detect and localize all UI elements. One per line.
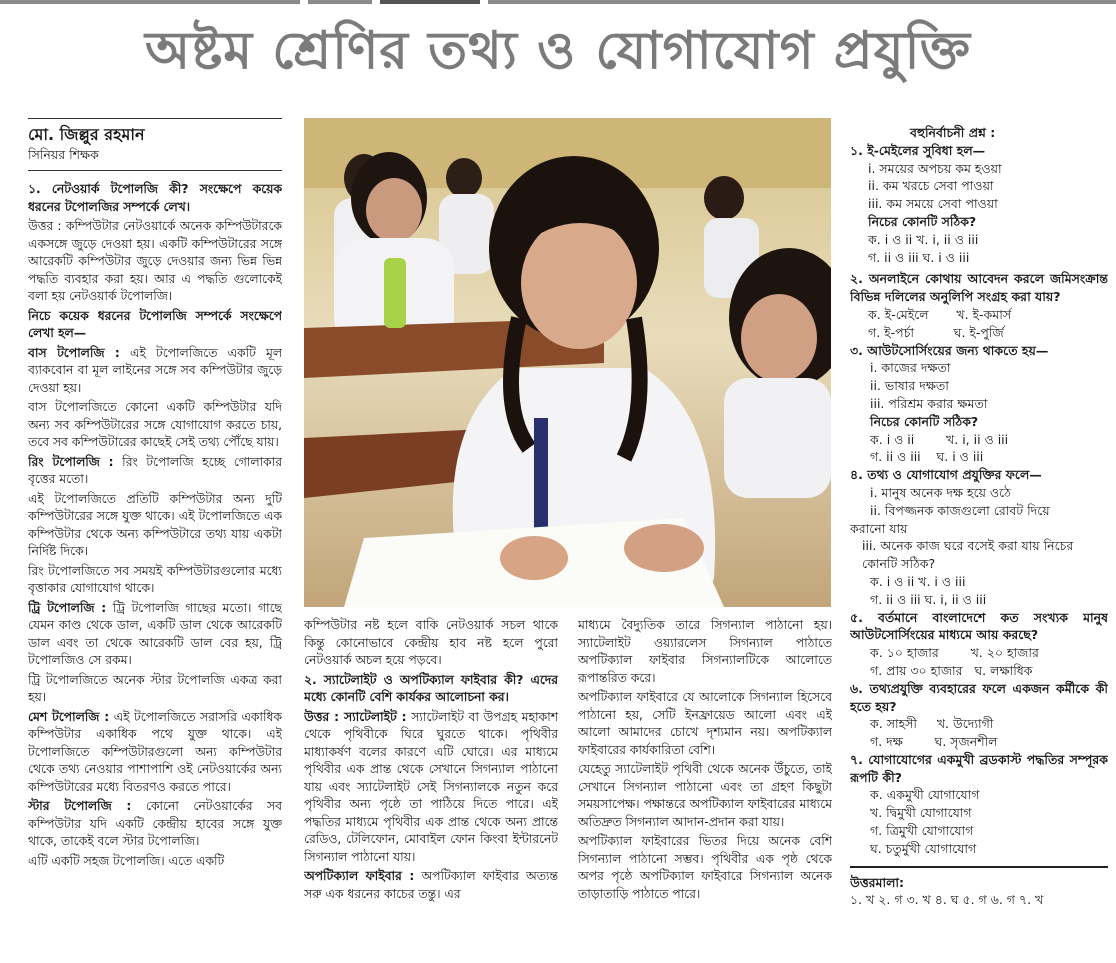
mesh-paragraph <box>28 709 282 797</box>
author-divider <box>28 170 282 171</box>
mcq-q7-answer-1: ক. একমুখী যোগাযোগ <box>870 787 980 803</box>
mcq-q6-answers-2: গ. দক্ষ ঘ. সৃজনশীল <box>870 734 998 750</box>
fiber-text: অপটিক্যাল ফাইবার অত্যন্ত সরু এক ধরনের কাচের তন্তু। এর <box>304 869 558 901</box>
mcq-q4: ৪. তথ্য ও যোগাযোগ প্রযুক্তির ফলে— <box>850 467 1042 483</box>
tree-text-2: ট্রি টপোলজিতে অনেক স্টার টপোলজি একত্র করা হয়। <box>28 672 282 704</box>
q1-subhead: নিচে কয়েক ধরনের টপোলজি সম্পর্কে সংক্ষেপে লেখা হল— <box>28 308 282 340</box>
mcq-q7-answer-3: গ. ত্রিমুখী যোগাযোগ <box>870 823 974 839</box>
mcq-q3-option-1: i. কাজের দক্ষতা <box>870 360 951 376</box>
mcq-q7-answer-4: ঘ. চতুর্মুখী যোগাযোগ <box>870 840 977 856</box>
col3-paragraph-4: অপটিক্যাল ফাইবারের ভিতর দিয়ে অনেক বেশি সিগন্যাল পাঠানো সম্ভব। পৃথিবীর এক পৃষ্ঠ থেকে অপর পৃষ্ঠে অপটিক্যাল ফাইবারে সিগন্যাল অনেক তাড়াতাড়ি পাঠাতে পারে। <box>578 834 832 901</box>
bus-label: বাস টপোলজি : <box>28 345 120 360</box>
mesh-text: এই টপোলজিতে সরাসরি একাধিক কম্পিউটার একাধিক পথে যুক্ত থাকে। এই টপোলজিতে কম্পিউটারগুলো অন্য কম্পিউটার থেকে তথ্য নেওয়ার পাশাপাশি ওই নেটওয়ার্কের অন্য কম্পিউটারের মধ্যে বিতরণও করতে পারে। <box>28 709 282 794</box>
article-column-1 <box>28 124 282 963</box>
mcq-q6: ৬. তথ্যপ্রযুক্তি ব্যবহারের ফলে একজন কর্মীকে কী হতে হয়? <box>850 680 1108 714</box>
mcq-q4-option-2: ii. বিপজ্জনক কাজগুলো রোবট দিয়ে <box>870 502 1050 518</box>
bus-paragraph <box>28 345 282 398</box>
mcq-q6-answers-1: ক. সাহসী খ. উদ্যোগী <box>870 716 994 732</box>
mesh-label: মেশ টপোলজি : <box>28 709 110 724</box>
mcq-q4-answers-2: গ. ii ও iii ঘ. i, ii ও iii <box>870 591 987 607</box>
q1-title: ১. নেটওয়ার্ক টপোলজি কী? সংক্ষেপে কয়েক ধরনের টপোলজির সম্পর্কে লেখ। <box>28 182 282 214</box>
q1-continued: কম্পিউটার নষ্ট হলে বাকি নেটওয়ার্ক সচল থাকে কিন্তু কোনোভাবে কেন্দ্রীয় হাব নষ্ট হলে পুরো নেটওয়ার্ক অচল হয়ে পড়বে। <box>304 618 558 667</box>
star-text-2: এটি একটি সহজ টপোলজি। এতে একটি <box>28 853 225 868</box>
mcq-q3-answers-2: গ. ii ও iii ঘ. i ও iii <box>870 449 984 465</box>
mcq-q4-option-3: iii. অনেক কাজ ঘরে বসেই করা যায় নিচের কোনটি সঠিক? <box>862 538 1074 572</box>
star-label: স্টার টপোলজি : <box>28 799 132 813</box>
ring-text-3: রিং টপোলজিতে সব সময়ই কম্পিউটারগুলোর মধ্যে বৃত্তাকার যোগাযোগ থাকে। <box>28 563 282 595</box>
mcq-q4-option-2b: করানো যায় <box>850 520 908 536</box>
top-rule <box>0 0 1116 8</box>
article-column-3 <box>578 617 832 963</box>
exam-hall-photo <box>304 118 831 607</box>
author-role: সিনিয়র শিক্ষক <box>28 147 99 162</box>
mcq-q2: ২. অনলাইনে কোথায় আবেদন করলে জমিসংক্রান্ত বিভিন্ন দলিলের অনুলিপি সংগ্রহ করা যায়? <box>850 271 1108 305</box>
mcq-q1-answers-2: গ. ii ও iii ঘ. i ও iii <box>868 249 970 265</box>
star-paragraph <box>28 798 282 851</box>
answers-title: উত্তরমালা: <box>850 874 905 890</box>
mcq-q5: ৫. বর্তমানে বাংলাদেশে কত সংখ্যক মানুষ আউটসোর্সিংয়ের মাধ্যমে আয় করছে? <box>850 609 1108 643</box>
ring-text-2: এই টপোলজিতে প্রতিটি কম্পিউটার অন্য দুটি কম্পিউটারের সঙ্গে যুক্ত থাকে। এই টপোলজিতে এক কম্পিউটার থেকে অন্য কম্পিউটারে তথ্য যায় একটা নির্দিষ্ট দিকে। <box>28 491 282 558</box>
col3-paragraph-3: যেহেতু স্যাটেলাইট পৃথিবী থেকে অনেক উঁচুতে, তাই সেখানে সিগন্যাল পাঠানো এবং তা গ্রহণ কিছুটা সময়সাপেক্ষ। পক্ষান্তরে অপটিক্যাল ফাইবারের মাধ্যমে অতিদ্রুত সিগন্যাল আদান-প্রদান করা যায়। <box>578 762 832 829</box>
satellite-label: উত্তর : স্যাটেলাইট : <box>304 709 407 724</box>
ring-text: রিং টপোলজি হচ্ছে গোলাকার বৃত্তের মতো। <box>28 454 282 486</box>
author-name: মো. জিল্লুর রহমান <box>28 125 145 144</box>
mcq-q1-prompt: নিচের কোনটি সঠিক? <box>868 213 977 229</box>
mcq-q1: ১. ই-মেইলের সুবিধা হল— <box>850 142 986 158</box>
bus-text-2: বাস টপোলজিতে কোনো একটি কম্পিউটার যদি অন্য সব কম্পিউটারের সঙ্গে যোগাযোগ করতে চায়, তবে সব কম্পিউটারের কাছেই সেই তথ্য পৌঁছে যায়। <box>28 400 282 449</box>
tree-label: ট্রি টপোলজি : <box>28 600 107 615</box>
mcq-q3-prompt: নিচের কোনটি সঠিক? <box>870 413 979 429</box>
ring-paragraph <box>28 454 282 489</box>
mcq-q2-answers-2: গ. ই-পর্চা ঘ. ই-পুর্জি <box>868 324 1004 340</box>
mcq-q1-option-2: ii. কম খরচে সেবা পাওয়া <box>868 178 994 194</box>
answers-divider <box>850 866 1108 868</box>
satellite-text: স্যাটেলাইট বা উপগ্রহ মহাকাশ থেকে পৃথিবীকে ঘিরে ঘুরতে থাকে। পৃথিবীর মাধ্যাকর্ষণ বলের কারণে এটি ঘোরে। এর মাধ্যমে পৃথিবীর এক প্রান্ত থেকে সেখানে সিগন্যাল পাঠানো যায় এবং স্যাটেলাইট সেই সিগন্যালকে নতুন করে পৃথিবীর অন্য পৃষ্ঠে তা পাঠিয়ে দিতে পারে। এই পদ্ধতির মাধ্যমে পৃথিবীর এক প্রান্ত থেকে অন্য প্রান্তে রেডিও, টেলিফোন, মোবাইল ফোন কিংবা ইন্টারনেট সিগন্যাল পাঠানো যায়। <box>304 709 558 864</box>
mcq-q2-answers-1: ক. ই-মেইলে খ. ই-কমার্স <box>868 306 1012 322</box>
mcq-q3-answers-1: ক. i ও ii খ. i, ii ও iii <box>870 431 1009 447</box>
answers-list: ১. খ ২. গ ৩. খ ৪. ঘ ৫. গ ৬. গ ৭. খ <box>850 892 1044 908</box>
col3-paragraph-1: মাধ্যমে বৈদ্যুতিক তারে সিগন্যাল পাঠানো হয়। স্যাটেলাইট ওয়্যারলেস সিগন্যাল পাঠাতে অপটিক্যাল ফাইবার সিগন্যালটিকে আলোতে রূপান্তরিত করে। <box>578 618 832 685</box>
mcq-q1-answers-1: ক. i ও ii খ. i, ii ও iii <box>868 231 979 247</box>
mcq-q3-option-3: iii. পরিশ্রম করার ক্ষমতা <box>870 395 988 411</box>
ring-label: রিং টপোলজি : <box>28 454 114 469</box>
page-headline: অষ্টম শ্রেণির তথ্য ও যোগাযোগ প্রযুক্তি <box>145 20 971 81</box>
mcq-q7-answer-2: খ. দ্বিমুখী যোগাযোগ <box>870 805 972 821</box>
bus-text: এই টপোলজিতে একটি মূল ব্যাকবোন বা মূল লাইনের সঙ্গে সব কম্পিউটার জুড়ে দেওয়া হয়। <box>28 345 282 395</box>
tree-paragraph <box>28 600 282 670</box>
fiber-paragraph <box>304 868 558 903</box>
mcq-q4-answers-1: ক. i ও ii খ. i ও iii <box>870 573 966 589</box>
q2-title: ২. স্যাটেলাইট ও অপটিক্যাল ফাইবার কী? এদের মধ্যে কোনটি বেশি কার্যকর আলোচনা কর। <box>304 672 558 704</box>
mcq-q1-option-1: i. সময়ের অপচয় কম হওয়া <box>868 160 1002 176</box>
col3-paragraph-2: অপটিক্যাল ফাইবারে যে আলোকে সিগন্যাল হিসেবে পাঠানো হয়, সেটি ইনফ্রায়েড আলো এবং এই আলো আমাদের চোখে দৃশ্যমান নয়। অপটিক্যাল ফাইবারের কার্যকারিতা বেশি। <box>578 690 832 757</box>
author-rule <box>28 118 282 119</box>
star-text: কোনো নেটওয়ার্কের সব কম্পিউটার যদি একটি কেন্দ্রীয় হাবের সঙ্গে যুক্ত থাকে, তাকেই বলে স্টার টপোলজি। <box>28 799 282 848</box>
tree-text: ট্রি টপোলজি গাছের মতো। গাছে যেমন কাণ্ড থেকে ডাল, একটি ডাল থেকে আরেকটি ডাল এবং তা থেকে আরেকটি ডাল বের হয়, ট্রি টপোলজিও সে রকম। <box>28 600 282 667</box>
mcq-q3: ৩. আউটসোর্সিংয়ের জন্য থাকতে হয়— <box>850 342 1049 358</box>
mcq-column <box>850 124 1108 963</box>
article-column-2 <box>304 617 558 963</box>
mcq-q5-answers-2: গ. প্রায় ৩০ হাজার ঘ. লক্ষাধিক <box>870 662 1033 678</box>
mcq-title: বহুনির্বাচনী প্রশ্ন : <box>910 125 996 140</box>
q1-answer: উত্তর : কম্পিউটার নেটওয়ার্কে অনেক কম্পিউটারকে একসঙ্গে জুড়ে দেওয়া হয়। একটি কম্পিউটারের সঙ্গে আরেকটি কম্পিউটার জুড়ে দেওয়ার জন্য ভিন্ন ভিন্ন পদ্ধতি ব্যবহার করা হয়। আর এ পদ্ধতি গুলোকেই বলা হয় নেটওয়ার্ক টপোলজি। <box>28 219 282 303</box>
mcq-q7: ৭. যোগাযোগের একমুখী ব্রডকাস্ট পদ্ধতির সম্পূরক রূপটি কী? <box>850 751 1108 785</box>
fiber-label: অপটিক্যাল ফাইবার : <box>304 869 415 883</box>
mcq-q4-option-1: i. মানুষ অনেক দক্ষ হয়ে ওঠে <box>870 484 1011 500</box>
mcq-q5-answers-1: ক. ১০ হাজার খ. ২০ হাজার <box>870 645 1039 661</box>
satellite-paragraph <box>304 709 558 867</box>
mcq-q3-option-2: ii. ভাষার দক্ষতা <box>870 378 949 394</box>
mcq-q1-option-3: iii. কম সময়ে সেবা পাওয়া <box>868 196 998 212</box>
